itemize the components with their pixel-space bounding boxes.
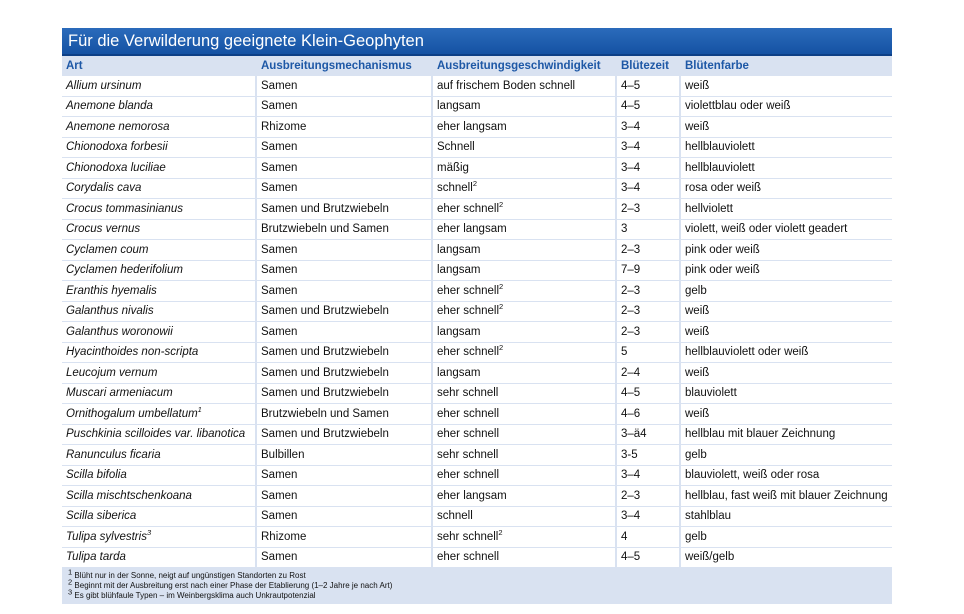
cell-bloom-color-text: gelb <box>685 284 707 297</box>
cell-speed <box>433 322 617 343</box>
cell-bloom-time-text: 3-5 <box>621 448 638 461</box>
cell-speed <box>433 466 617 487</box>
cell-speed-text: langsam <box>437 325 481 338</box>
cell-speed <box>433 425 617 446</box>
table-row <box>62 281 892 302</box>
cell-bloom-time-text: 2–3 <box>621 325 641 338</box>
cell-bloom-time <box>617 158 681 179</box>
cell-mechanism-text: Samen <box>261 551 298 564</box>
cell-art-text: Eranthis hyemalis <box>66 284 157 297</box>
cell-bloom-color-text: hellblauviolett oder weiß <box>685 346 809 359</box>
cell-mechanism <box>257 548 433 569</box>
cell-speed <box>433 76 617 97</box>
cell-bloom-time <box>617 322 681 343</box>
cell-art <box>62 527 257 548</box>
cell-art-text: Galanthus woronowii <box>66 325 173 338</box>
cell-mechanism-text: Samen und Brutzwiebeln <box>261 387 389 400</box>
cell-art <box>62 445 257 466</box>
cell-bloom-time-text: 7–9 <box>621 264 641 277</box>
cell-mechanism-text: Samen und Brutzwiebeln <box>261 366 389 379</box>
cell-speed <box>433 404 617 425</box>
cell-art <box>62 486 257 507</box>
table-row <box>62 117 892 138</box>
cell-mechanism <box>257 76 433 97</box>
cell-art-text: Scilla siberica <box>66 510 137 523</box>
column-header-bloom-time: Blütezeit <box>617 56 681 76</box>
table-row <box>62 179 892 200</box>
cell-bloom-color-text: violett, weiß oder violett geadert <box>685 223 848 236</box>
cell-mechanism <box>257 179 433 200</box>
cell-mechanism <box>257 445 433 466</box>
cell-bloom-color-text: weiß <box>685 305 710 318</box>
table-row <box>62 445 892 466</box>
cell-mechanism-text: Samen <box>261 264 298 277</box>
table-row <box>62 466 892 487</box>
cell-art-text: Corydalis cava <box>66 182 142 195</box>
cell-speed-text: sehr schnell <box>437 530 499 543</box>
cell-bloom-time <box>617 261 681 282</box>
cell-art-text: Anemone blanda <box>66 100 153 113</box>
cell-art <box>62 76 257 97</box>
cell-bloom-time <box>617 220 681 241</box>
cell-mechanism-text: Samen <box>261 182 298 195</box>
cell-bloom-time-text: 3–ä4 <box>621 428 647 441</box>
cell-speed <box>433 384 617 405</box>
cell-mechanism <box>257 404 433 425</box>
cell-bloom-time <box>617 445 681 466</box>
cell-art <box>62 261 257 282</box>
table-row <box>62 322 892 343</box>
cell-mechanism <box>257 384 433 405</box>
cell-art-text: Chionodoxa forbesii <box>66 141 168 154</box>
cell-speed-text: eher schnell <box>437 346 500 359</box>
cell-bloom-time-text: 5 <box>621 346 628 359</box>
footnote-marker: 2 <box>499 343 504 353</box>
table-row <box>62 302 892 323</box>
cell-art <box>62 507 257 528</box>
cell-art <box>62 158 257 179</box>
cell-bloom-color <box>681 240 892 261</box>
footnote-text: Beginnt mit der Ausbreitung erst nach einer Phase der Etablierung (1–2 Jahre je nach Art) <box>74 581 393 590</box>
footnote-number: 2 <box>68 577 73 587</box>
cell-mechanism-text: Samen und Brutzwiebeln <box>261 346 389 359</box>
cell-bloom-color <box>681 548 892 569</box>
cell-bloom-time-text: 4–5 <box>621 387 641 400</box>
cell-speed <box>433 199 617 220</box>
cell-bloom-color <box>681 445 892 466</box>
cell-art-text: Hyacinthoides non-scripta <box>66 346 199 359</box>
cell-bloom-time-text: 3–4 <box>621 469 641 482</box>
cell-bloom-time <box>617 384 681 405</box>
cell-speed-text: langsam <box>437 100 481 113</box>
cell-bloom-color <box>681 425 892 446</box>
table-row <box>62 425 892 446</box>
cell-bloom-time-text: 3 <box>621 223 628 236</box>
cell-mechanism <box>257 220 433 241</box>
cell-bloom-time <box>617 240 681 261</box>
cell-bloom-color <box>681 322 892 343</box>
footnote-number: 3 <box>68 587 73 597</box>
cell-speed <box>433 261 617 282</box>
column-header-bloom-color: Blütenfarbe <box>681 56 892 76</box>
footnote <box>68 577 886 591</box>
cell-art <box>62 322 257 343</box>
cell-art <box>62 404 257 425</box>
cell-mechanism-text: Samen <box>261 469 298 482</box>
cell-bloom-time <box>617 97 681 118</box>
cell-bloom-time <box>617 507 681 528</box>
cell-speed-text: auf frischem Boden schnell <box>437 79 576 92</box>
cell-bloom-time-text: 4–5 <box>621 551 641 564</box>
cell-speed <box>433 507 617 528</box>
cell-speed <box>433 117 617 138</box>
cell-bloom-time-text: 3–4 <box>621 161 641 174</box>
cell-bloom-time-text: 4–6 <box>621 407 641 420</box>
cell-speed-text: langsam <box>437 243 481 256</box>
cell-bloom-color-text: pink oder weiß <box>685 264 760 277</box>
cell-art <box>62 302 257 323</box>
cell-bloom-time <box>617 425 681 446</box>
cell-mechanism <box>257 138 433 159</box>
cell-bloom-color-text: weiß <box>685 325 710 338</box>
table-row <box>62 158 892 179</box>
cell-mechanism-text: Samen <box>261 284 298 297</box>
footnote <box>68 587 886 601</box>
table-row <box>62 220 892 241</box>
cell-art-text: Allium ursinum <box>66 79 142 92</box>
cell-bloom-color-text: weiß <box>685 79 710 92</box>
cell-bloom-color-text: blauviolett <box>685 387 737 400</box>
cell-bloom-time-text: 2–4 <box>621 366 641 379</box>
cell-bloom-color <box>681 404 892 425</box>
footnote-marker: 3 <box>146 527 152 537</box>
cell-bloom-time-text: 3–4 <box>621 182 641 195</box>
cell-mechanism-text: Samen <box>261 243 298 256</box>
cell-bloom-color-text: violettblau oder weiß <box>685 100 791 113</box>
cell-bloom-color-text: hellblau mit blauer Zeichnung <box>685 428 836 441</box>
table-row <box>62 384 892 405</box>
table-row <box>62 548 892 569</box>
cell-bloom-time-text: 2–3 <box>621 202 641 215</box>
cell-bloom-color-text: hellblauviolett <box>685 161 755 174</box>
cell-speed <box>433 179 617 200</box>
cell-mechanism <box>257 343 433 364</box>
cell-mechanism <box>257 97 433 118</box>
cell-mechanism-text: Rhizome <box>261 120 307 133</box>
cell-speed <box>433 220 617 241</box>
cell-bloom-time <box>617 76 681 97</box>
cell-art <box>62 343 257 364</box>
footnote-marker: 2 <box>499 302 504 312</box>
cell-mechanism <box>257 199 433 220</box>
cell-bloom-color-text: rosa oder weiß <box>685 182 762 195</box>
cell-bloom-color-text: weiß <box>685 366 710 379</box>
cell-mechanism <box>257 425 433 446</box>
cell-bloom-color <box>681 220 892 241</box>
cell-art <box>62 425 257 446</box>
footnote-text: Blüht nur in der Sonne, neigt auf ungünstigen Standorten zu Rost <box>74 571 306 580</box>
cell-bloom-color-text: weiß <box>685 407 710 420</box>
cell-bloom-time-text: 2–3 <box>621 305 641 318</box>
cell-speed <box>433 363 617 384</box>
cell-bloom-color <box>681 302 892 323</box>
cell-art-text: Scilla bifolia <box>66 469 127 482</box>
cell-art <box>62 363 257 384</box>
cell-bloom-color-text: hellviolett <box>685 202 733 215</box>
cell-mechanism-text: Samen <box>261 325 298 338</box>
cell-speed <box>433 445 617 466</box>
cell-speed <box>433 343 617 364</box>
cell-bloom-color-text: gelb <box>685 530 707 543</box>
cell-bloom-color <box>681 199 892 220</box>
cell-bloom-color <box>681 486 892 507</box>
cell-art <box>62 138 257 159</box>
cell-bloom-color <box>681 466 892 487</box>
table-row <box>62 261 892 282</box>
cell-mechanism <box>257 117 433 138</box>
cell-speed-text: eher schnell <box>437 428 500 441</box>
cell-speed-text: eher langsam <box>437 489 507 502</box>
cell-speed-text: eher schnell <box>437 551 500 564</box>
cell-mechanism-text: Bulbillen <box>261 448 305 461</box>
cell-bloom-color <box>681 384 892 405</box>
cell-speed-text: langsam <box>437 366 481 379</box>
column-header-mechanism: Ausbreitungsmechanismus <box>257 56 433 76</box>
cell-speed-text: eher schnell <box>437 305 500 318</box>
cell-mechanism-text: Samen <box>261 100 298 113</box>
cell-mechanism <box>257 261 433 282</box>
cell-mechanism-text: Samen <box>261 161 298 174</box>
cell-art-text: Muscari armeniacum <box>66 387 173 400</box>
cell-bloom-color <box>681 97 892 118</box>
column-header-speed: Ausbreitungsgeschwindigkeit <box>433 56 617 76</box>
cell-speed-text: Schnell <box>437 141 475 154</box>
cell-speed <box>433 240 617 261</box>
cell-bloom-time-text: 2–3 <box>621 284 641 297</box>
cell-bloom-color-text: pink oder weiß <box>685 243 760 256</box>
footnote-number: 1 <box>68 567 73 577</box>
table-row <box>62 76 892 97</box>
cell-mechanism <box>257 507 433 528</box>
cell-speed-text: eher schnell <box>437 469 500 482</box>
cell-bloom-time-text: 4 <box>621 530 628 543</box>
geophyten-table <box>62 56 892 568</box>
cell-bloom-time <box>617 199 681 220</box>
table-row <box>62 240 892 261</box>
cell-bloom-color <box>681 343 892 364</box>
cell-art <box>62 548 257 569</box>
cell-mechanism-text: Samen <box>261 79 298 92</box>
cell-bloom-time <box>617 179 681 200</box>
cell-bloom-time-text: 3–4 <box>621 120 641 133</box>
table-row <box>62 363 892 384</box>
table-title: Für die Verwilderung geeignete Klein-Geophyten <box>62 28 892 56</box>
cell-bloom-time <box>617 117 681 138</box>
footnote-marker: 2 <box>499 199 504 209</box>
footnote-text: Es gibt blühfaule Typen – im Weinbergsklima auch Unkrautpotenzial <box>74 591 316 600</box>
cell-speed-text: schnell <box>437 510 473 523</box>
cell-speed <box>433 486 617 507</box>
cell-art <box>62 384 257 405</box>
cell-mechanism <box>257 240 433 261</box>
cell-mechanism <box>257 158 433 179</box>
cell-art <box>62 117 257 138</box>
cell-mechanism-text: Samen und Brutzwiebeln <box>261 202 389 215</box>
cell-art-text: Scilla mischtschenkoana <box>66 489 192 502</box>
cell-speed <box>433 302 617 323</box>
table-row <box>62 486 892 507</box>
footnotes <box>62 568 892 604</box>
cell-speed-text: eher schnell <box>437 284 500 297</box>
cell-bloom-time-text: 3–4 <box>621 141 641 154</box>
cell-mechanism-text: Brutzwiebeln und Samen <box>261 223 389 236</box>
table-row <box>62 343 892 364</box>
cell-speed <box>433 281 617 302</box>
cell-art-text: Tulipa sylvestris <box>66 530 147 543</box>
cell-bloom-color <box>681 363 892 384</box>
cell-bloom-color-text: hellblau, fast weiß mit blauer Zeichnung <box>685 489 888 502</box>
table-row <box>62 507 892 528</box>
cell-art-text: Cyclamen coum <box>66 243 149 256</box>
cell-bloom-time <box>617 466 681 487</box>
cell-bloom-color <box>681 507 892 528</box>
cell-bloom-color-text: weiß <box>685 120 710 133</box>
cell-mechanism-text: Brutzwiebeln und Samen <box>261 407 389 420</box>
cell-mechanism-text: Samen <box>261 510 298 523</box>
cell-speed-text: mäßig <box>437 161 469 174</box>
cell-art-text: Ornithogalum umbellatum <box>66 407 198 420</box>
cell-bloom-color <box>681 261 892 282</box>
cell-bloom-time <box>617 404 681 425</box>
cell-mechanism-text: Samen und Brutzwiebeln <box>261 305 389 318</box>
cell-bloom-time <box>617 548 681 569</box>
cell-bloom-time <box>617 527 681 548</box>
cell-speed <box>433 97 617 118</box>
cell-mechanism-text: Samen <box>261 489 298 502</box>
cell-speed-text: eher langsam <box>437 223 507 236</box>
cell-art <box>62 97 257 118</box>
cell-art-text: Crocus vernus <box>66 223 141 236</box>
footnote-marker: 2 <box>472 179 477 189</box>
cell-mechanism-text: Rhizome <box>261 530 307 543</box>
cell-bloom-color <box>681 138 892 159</box>
cell-art-text: Crocus tommasinianus <box>66 202 183 215</box>
column-header-art: Art <box>62 56 257 76</box>
cell-bloom-color-text: hellblauviolett <box>685 141 755 154</box>
cell-art-text: Chionodoxa luciliae <box>66 161 166 174</box>
cell-bloom-color-text: stahlblau <box>685 510 732 523</box>
cell-mechanism <box>257 363 433 384</box>
cell-art-text: Puschkinia scilloides var. libanotica <box>66 428 246 441</box>
cell-bloom-color-text: blauviolett, weiß oder rosa <box>685 469 820 482</box>
cell-speed-text: eher langsam <box>437 120 507 133</box>
cell-speed <box>433 138 617 159</box>
cell-art-text: Anemone nemorosa <box>66 120 170 133</box>
cell-bloom-color <box>681 527 892 548</box>
footnote-marker: 2 <box>499 281 504 291</box>
cell-art <box>62 466 257 487</box>
header-row <box>62 56 892 76</box>
table-row <box>62 527 892 548</box>
cell-bloom-time <box>617 363 681 384</box>
cell-art <box>62 179 257 200</box>
footnote <box>68 567 886 581</box>
cell-art-text: Tulipa tarda <box>66 551 126 564</box>
cell-speed <box>433 548 617 569</box>
cell-bloom-time-text: 3–4 <box>621 510 641 523</box>
cell-art <box>62 281 257 302</box>
cell-art <box>62 199 257 220</box>
table-panel <box>62 28 892 604</box>
cell-mechanism <box>257 527 433 548</box>
table-body <box>62 76 892 568</box>
footnote-marker: 1 <box>197 404 202 414</box>
table-row <box>62 138 892 159</box>
cell-bloom-time-text: 2–3 <box>621 489 641 502</box>
cell-art <box>62 220 257 241</box>
cell-bloom-color <box>681 179 892 200</box>
cell-mechanism <box>257 486 433 507</box>
cell-speed <box>433 158 617 179</box>
cell-mechanism <box>257 302 433 323</box>
cell-bloom-color <box>681 117 892 138</box>
cell-bloom-color <box>681 76 892 97</box>
cell-mechanism <box>257 322 433 343</box>
cell-speed <box>433 527 617 548</box>
cell-bloom-time <box>617 343 681 364</box>
cell-speed-text: schnell <box>437 182 473 195</box>
cell-art-text: Galanthus nivalis <box>66 305 154 318</box>
cell-speed-text: sehr schnell <box>437 448 499 461</box>
table-row <box>62 404 892 425</box>
cell-bloom-color <box>681 281 892 302</box>
cell-bloom-color-text: weiß/gelb <box>685 551 735 564</box>
table-row <box>62 97 892 118</box>
cell-bloom-time-text: 2–3 <box>621 243 641 256</box>
cell-art-text: Leucojum vernum <box>66 366 158 379</box>
cell-mechanism-text: Samen und Brutzwiebeln <box>261 428 389 441</box>
table-row <box>62 199 892 220</box>
cell-mechanism-text: Samen <box>261 141 298 154</box>
cell-art <box>62 240 257 261</box>
cell-bloom-time <box>617 138 681 159</box>
cell-speed-text: eher schnell <box>437 407 500 420</box>
cell-bloom-time <box>617 486 681 507</box>
cell-bloom-color-text: gelb <box>685 448 707 461</box>
cell-bloom-time <box>617 302 681 323</box>
cell-bloom-time-text: 4–5 <box>621 100 641 113</box>
cell-bloom-time <box>617 281 681 302</box>
cell-mechanism <box>257 281 433 302</box>
cell-bloom-color <box>681 158 892 179</box>
footnote-marker: 2 <box>498 527 503 537</box>
cell-art-text: Ranunculus ficaria <box>66 448 161 461</box>
cell-mechanism <box>257 466 433 487</box>
cell-speed-text: sehr schnell <box>437 387 499 400</box>
cell-speed-text: langsam <box>437 264 481 277</box>
cell-speed-text: eher schnell <box>437 202 500 215</box>
cell-art-text: Cyclamen hederifolium <box>66 264 183 277</box>
cell-bloom-time-text: 4–5 <box>621 79 641 92</box>
